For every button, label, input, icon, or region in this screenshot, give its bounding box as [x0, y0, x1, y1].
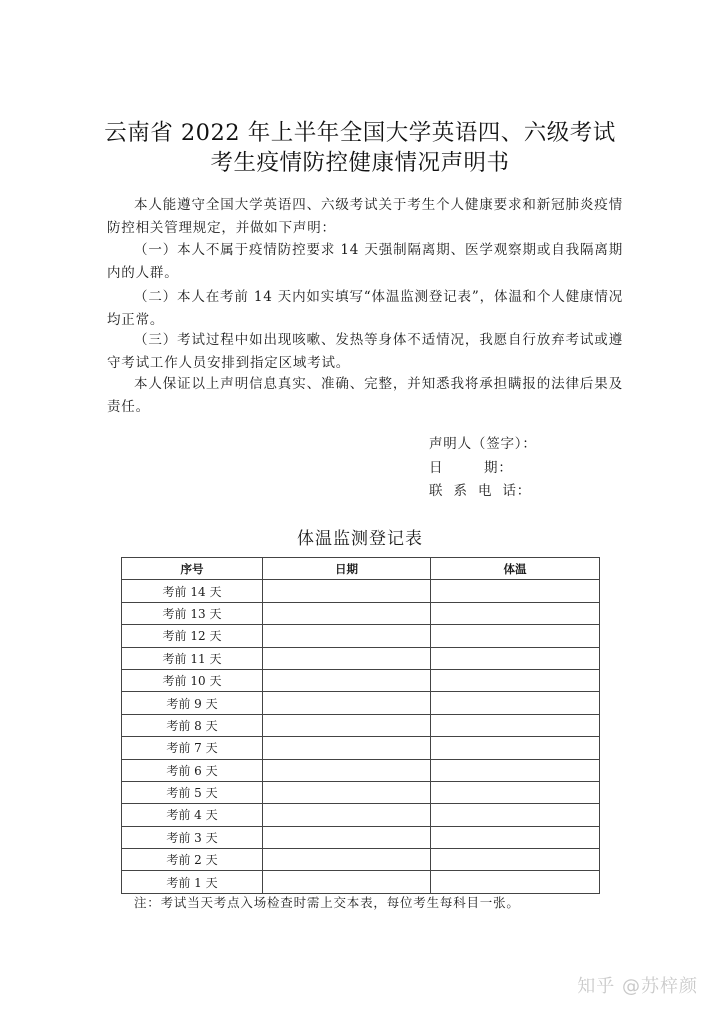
row-temperature-cell[interactable]: [431, 602, 600, 624]
row-day-label: 考前 13 天: [122, 602, 263, 624]
declaration-intro: 本人能遵守全国大学英语四、六级考试关于考生个人健康要求和新冠肺炎疫情防控相关管理规定，并做如下声明：: [107, 197, 623, 236]
row-day-label: 考前 14 天: [122, 580, 263, 602]
header-serial: 序号: [122, 558, 263, 580]
row-date-cell[interactable]: [263, 580, 431, 602]
temperature-log-table: [121, 557, 600, 894]
signature-phone-label: 联 系 电 话：: [429, 483, 532, 499]
table-header-row: [122, 558, 600, 580]
row-temperature-cell[interactable]: [431, 692, 600, 714]
row-date-cell[interactable]: [263, 647, 431, 669]
row-day-label: 考前 12 天: [122, 625, 263, 647]
table-row: [122, 580, 600, 602]
row-temperature-cell[interactable]: [431, 737, 600, 759]
table-row: [122, 625, 600, 647]
declaration-guarantee: 本人保证以上声明信息真实、准确、完整，并知悉我将承担瞒报的法律后果及责任。: [107, 376, 623, 415]
document-title-line2: 考生疫情防控健康情况声明书: [210, 150, 510, 176]
row-day-label: 考前 1 天: [122, 871, 263, 893]
row-day-label: 考前 3 天: [122, 826, 263, 848]
row-temperature-cell[interactable]: [431, 580, 600, 602]
row-day-label: 考前 8 天: [122, 714, 263, 736]
row-day-label: 考前 10 天: [122, 669, 263, 691]
row-day-label: 考前 5 天: [122, 781, 263, 803]
row-temperature-cell[interactable]: [431, 714, 600, 736]
row-day-label: 考前 11 天: [122, 647, 263, 669]
row-date-cell[interactable]: [263, 871, 431, 893]
row-temperature-cell[interactable]: [431, 871, 600, 893]
row-temperature-cell[interactable]: [431, 781, 600, 803]
row-date-cell[interactable]: [263, 625, 431, 647]
row-temperature-cell[interactable]: [431, 804, 600, 826]
header-date: 日期: [263, 558, 431, 580]
declaration-item-3: （三）考试过程中如出现咳嗽、发热等身体不适情况，我愿自行放弃考试或遵守考试工作人员安排到指定区域考试。: [107, 332, 623, 371]
table-row: [122, 804, 600, 826]
document-title-line1: 云南省 2022 年上半年全国大学英语四、六级考试: [104, 120, 616, 146]
row-temperature-cell[interactable]: [431, 826, 600, 848]
row-day-label: 考前 9 天: [122, 692, 263, 714]
signature-declarant-label: 声明人（签字）：: [429, 436, 537, 452]
row-date-cell[interactable]: [263, 602, 431, 624]
table-note: 注：考试当天考点入场检查时需上交本表，每位考生每科目一张。: [134, 895, 520, 910]
row-date-cell[interactable]: [263, 714, 431, 736]
row-date-cell[interactable]: [263, 826, 431, 848]
table-row: [122, 737, 600, 759]
header-temperature: 体温: [431, 558, 600, 580]
row-temperature-cell[interactable]: [431, 669, 600, 691]
declaration-item-1: （一）本人不属于疫情防控要求 14 天强制隔离期、医学观察期或自我隔离期内的人群。: [107, 242, 623, 281]
row-date-cell[interactable]: [263, 759, 431, 781]
table-row: [122, 602, 600, 624]
row-day-label: 考前 6 天: [122, 759, 263, 781]
table-row: [122, 871, 600, 893]
table-row: [122, 759, 600, 781]
signature-date-label: 日 期：: [429, 460, 513, 476]
table-row: [122, 669, 600, 691]
zhihu-watermark: 知乎 @苏梓颜: [577, 976, 698, 997]
row-day-label: 考前 7 天: [122, 737, 263, 759]
table-row: [122, 714, 600, 736]
row-temperature-cell[interactable]: [431, 647, 600, 669]
row-date-cell[interactable]: [263, 737, 431, 759]
table-row: [122, 647, 600, 669]
table-row: [122, 781, 600, 803]
row-date-cell[interactable]: [263, 804, 431, 826]
row-date-cell[interactable]: [263, 692, 431, 714]
table-row: [122, 849, 600, 871]
row-date-cell[interactable]: [263, 669, 431, 691]
row-temperature-cell[interactable]: [431, 849, 600, 871]
row-date-cell[interactable]: [263, 849, 431, 871]
row-temperature-cell[interactable]: [431, 625, 600, 647]
row-day-label: 考前 2 天: [122, 849, 263, 871]
row-date-cell[interactable]: [263, 781, 431, 803]
temperature-table-title: 体温监测登记表: [297, 529, 423, 549]
row-day-label: 考前 4 天: [122, 804, 263, 826]
row-temperature-cell[interactable]: [431, 759, 600, 781]
table-row: [122, 692, 600, 714]
table-row: [122, 826, 600, 848]
declaration-item-2: （二）本人在考前 14 天内如实填写“体温监测登记表”，体温和个人健康情况均正常。: [107, 289, 623, 328]
